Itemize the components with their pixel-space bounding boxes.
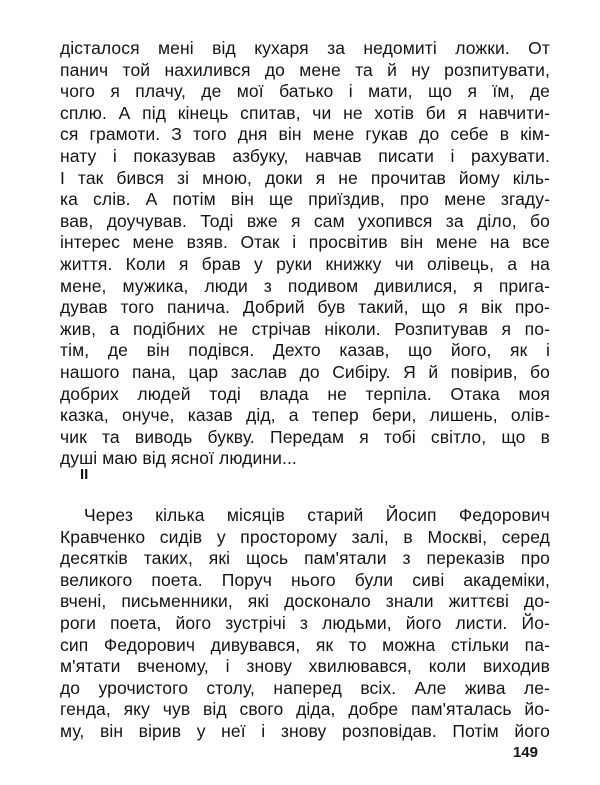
text-line: казка, онуче, казав дід, а тепер бери, лишень, олів- (60, 405, 550, 426)
text-line: І так бився зі мною, доки я не прочитав йому кіль- (60, 167, 550, 188)
text-line: Через кілька місяців старий Йосип Федорович (84, 505, 550, 525)
text-line: ся грамоти. З того дня він мене гукав до себе в кім- (60, 124, 550, 145)
text-line: генда, яку чув від свого діда, добре пам'яталась йо- (60, 699, 550, 720)
text-line: вав, доучував. Тоді вже я сам ухопився за діло, бо (60, 210, 550, 231)
text-line: тім, де він подівся. Дехто казав, що його, як і (60, 340, 550, 361)
paragraph-2 (60, 505, 550, 743)
text-line: мене, мужика, люди з подивом дивилися, я прига- (60, 275, 550, 296)
text-line: му, він вірив у неї і знову розповідав. Потім його (60, 720, 550, 741)
text-line: жив, а подібних не стрічав ніколи. Розпитував я по- (60, 318, 550, 339)
text-line: великого поета. Поруч нього були сиві академіки, (60, 569, 550, 590)
text-line: добрих людей тоді влада не терпіла. Отака моя (60, 383, 550, 404)
text-line: десятків таких, які щось пам'ятали з переказів про (60, 548, 550, 569)
text-line: чого я плачу, де мої батько і мати, що я їм, де (60, 81, 550, 102)
page-number: 149 (512, 744, 538, 761)
text-line: чик та виводь букву. Передам я тобі світло, що в (60, 426, 550, 447)
text-line: м'ятати вченому, і знову хвилювався, коли виходив (60, 656, 550, 677)
text-line: сплю. А під кінець спитав, чи не хотів би я навчити- (60, 102, 550, 123)
text-line: сип Федорович дивувався, як то можна стільки па- (60, 634, 550, 655)
text-line: інтерес мене взяв. Отак і просвітив він мене на все (60, 232, 550, 253)
text-line: до урочистого столу, наперед всіх. Але жива ле- (60, 677, 550, 698)
text-line: ка слів. А потім він ще приїздив, про мене згаду- (60, 189, 550, 210)
text-line: дісталося мені від кухаря за недомиті ложки. От (60, 38, 550, 58)
text-line: нашого пана, цар заслав до Сибіру. Я й повірив, бо (60, 361, 550, 382)
text-line: Кравченко сидів у просторому залі, в Москві, серед (60, 526, 550, 547)
paragraph-1 (60, 38, 550, 470)
text-line: роги поета, його зустрічі з людьми, його листи. Йо- (60, 612, 550, 633)
text-line: життя. Коли я брав у руки книжку чи олівець, а на (60, 253, 550, 274)
text-line: нату і показував азбуку, навчав писати і рахувати. (60, 145, 550, 166)
text-line: вчені, письменники, які досконало знали життєві до- (60, 591, 550, 612)
text-line: панич той нахилився до мене та й ну розпитувати, (60, 59, 550, 80)
text-line: дував того панича. Добрий був такий, що я вік про- (60, 297, 550, 318)
text-line: душі маю від ясної людини... (60, 448, 297, 469)
section-marker: II (80, 466, 89, 483)
